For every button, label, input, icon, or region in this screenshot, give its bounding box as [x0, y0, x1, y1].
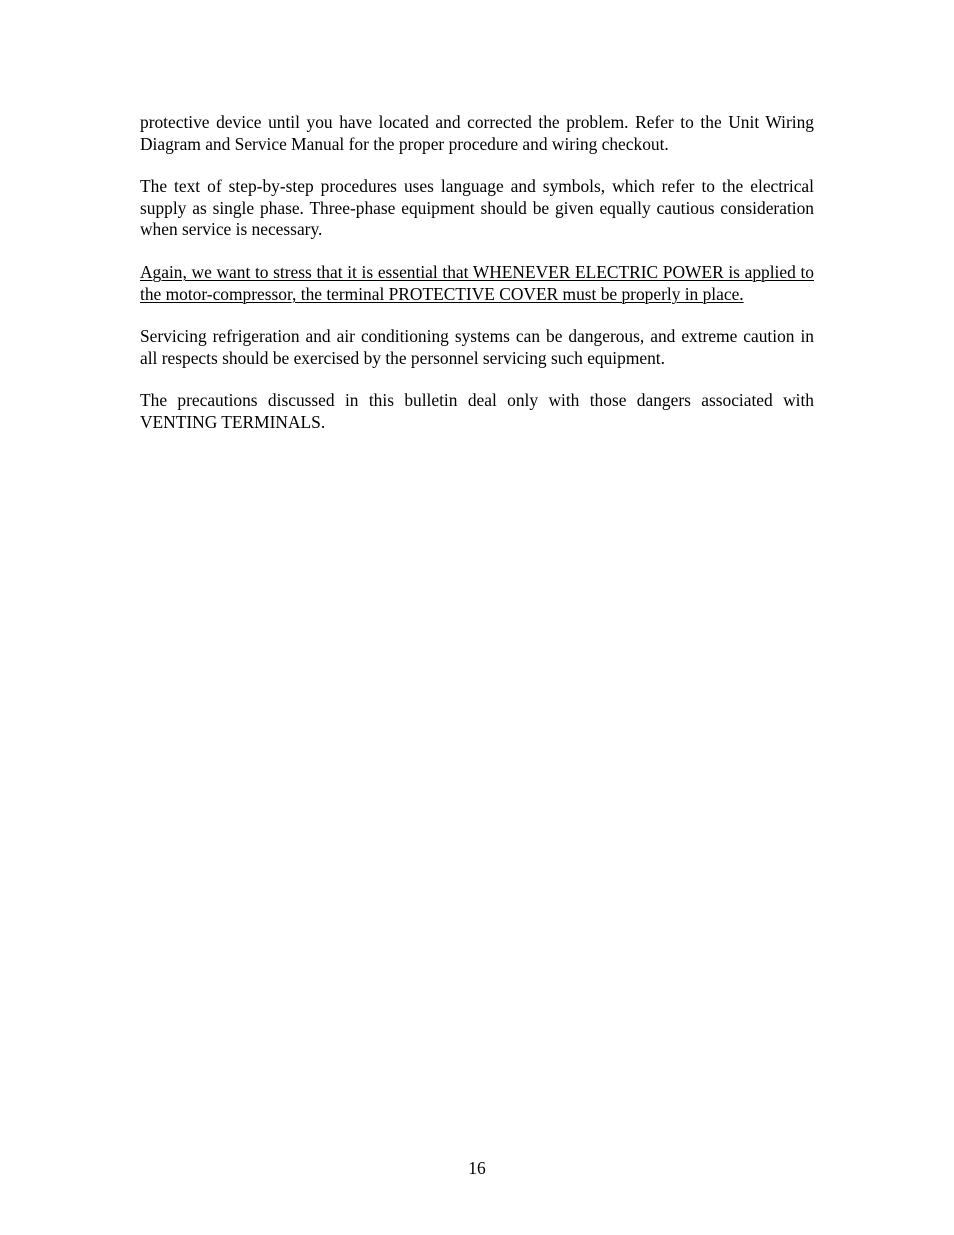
- body-text: [140, 112, 814, 455]
- paragraph-servicing-caution: Servicing refrigeration and air conditioning systems can be dangerous, and extreme caution in all respects should be exercised by the personnel servicing such equipment.: [140, 326, 814, 368]
- paragraph-step-by-step-procedures: The text of step-by-step procedures uses language and symbols, which refer to the electrical supply as single phase. Three-phase equipment should be given equally cautious consideration when service is necessary.: [140, 176, 814, 240]
- paragraph-protective-cover-warning: Again, we want to stress that it is essential that WHENEVER ELECTRIC POWER is applied to the motor-compressor, the terminal PROTECTIVE COVER must be properly in place.: [140, 261, 814, 304]
- paragraph-protective-device: protective device until you have located and corrected the problem. Refer to the Unit Wiring Diagram and Service Manual for the proper procedure and wiring checkout.: [140, 112, 814, 154]
- paragraph-venting-terminals: The precautions discussed in this bulletin deal only with those dangers associated with VENTING TERMINALS.: [140, 390, 814, 432]
- page-number: 16: [468, 1158, 486, 1178]
